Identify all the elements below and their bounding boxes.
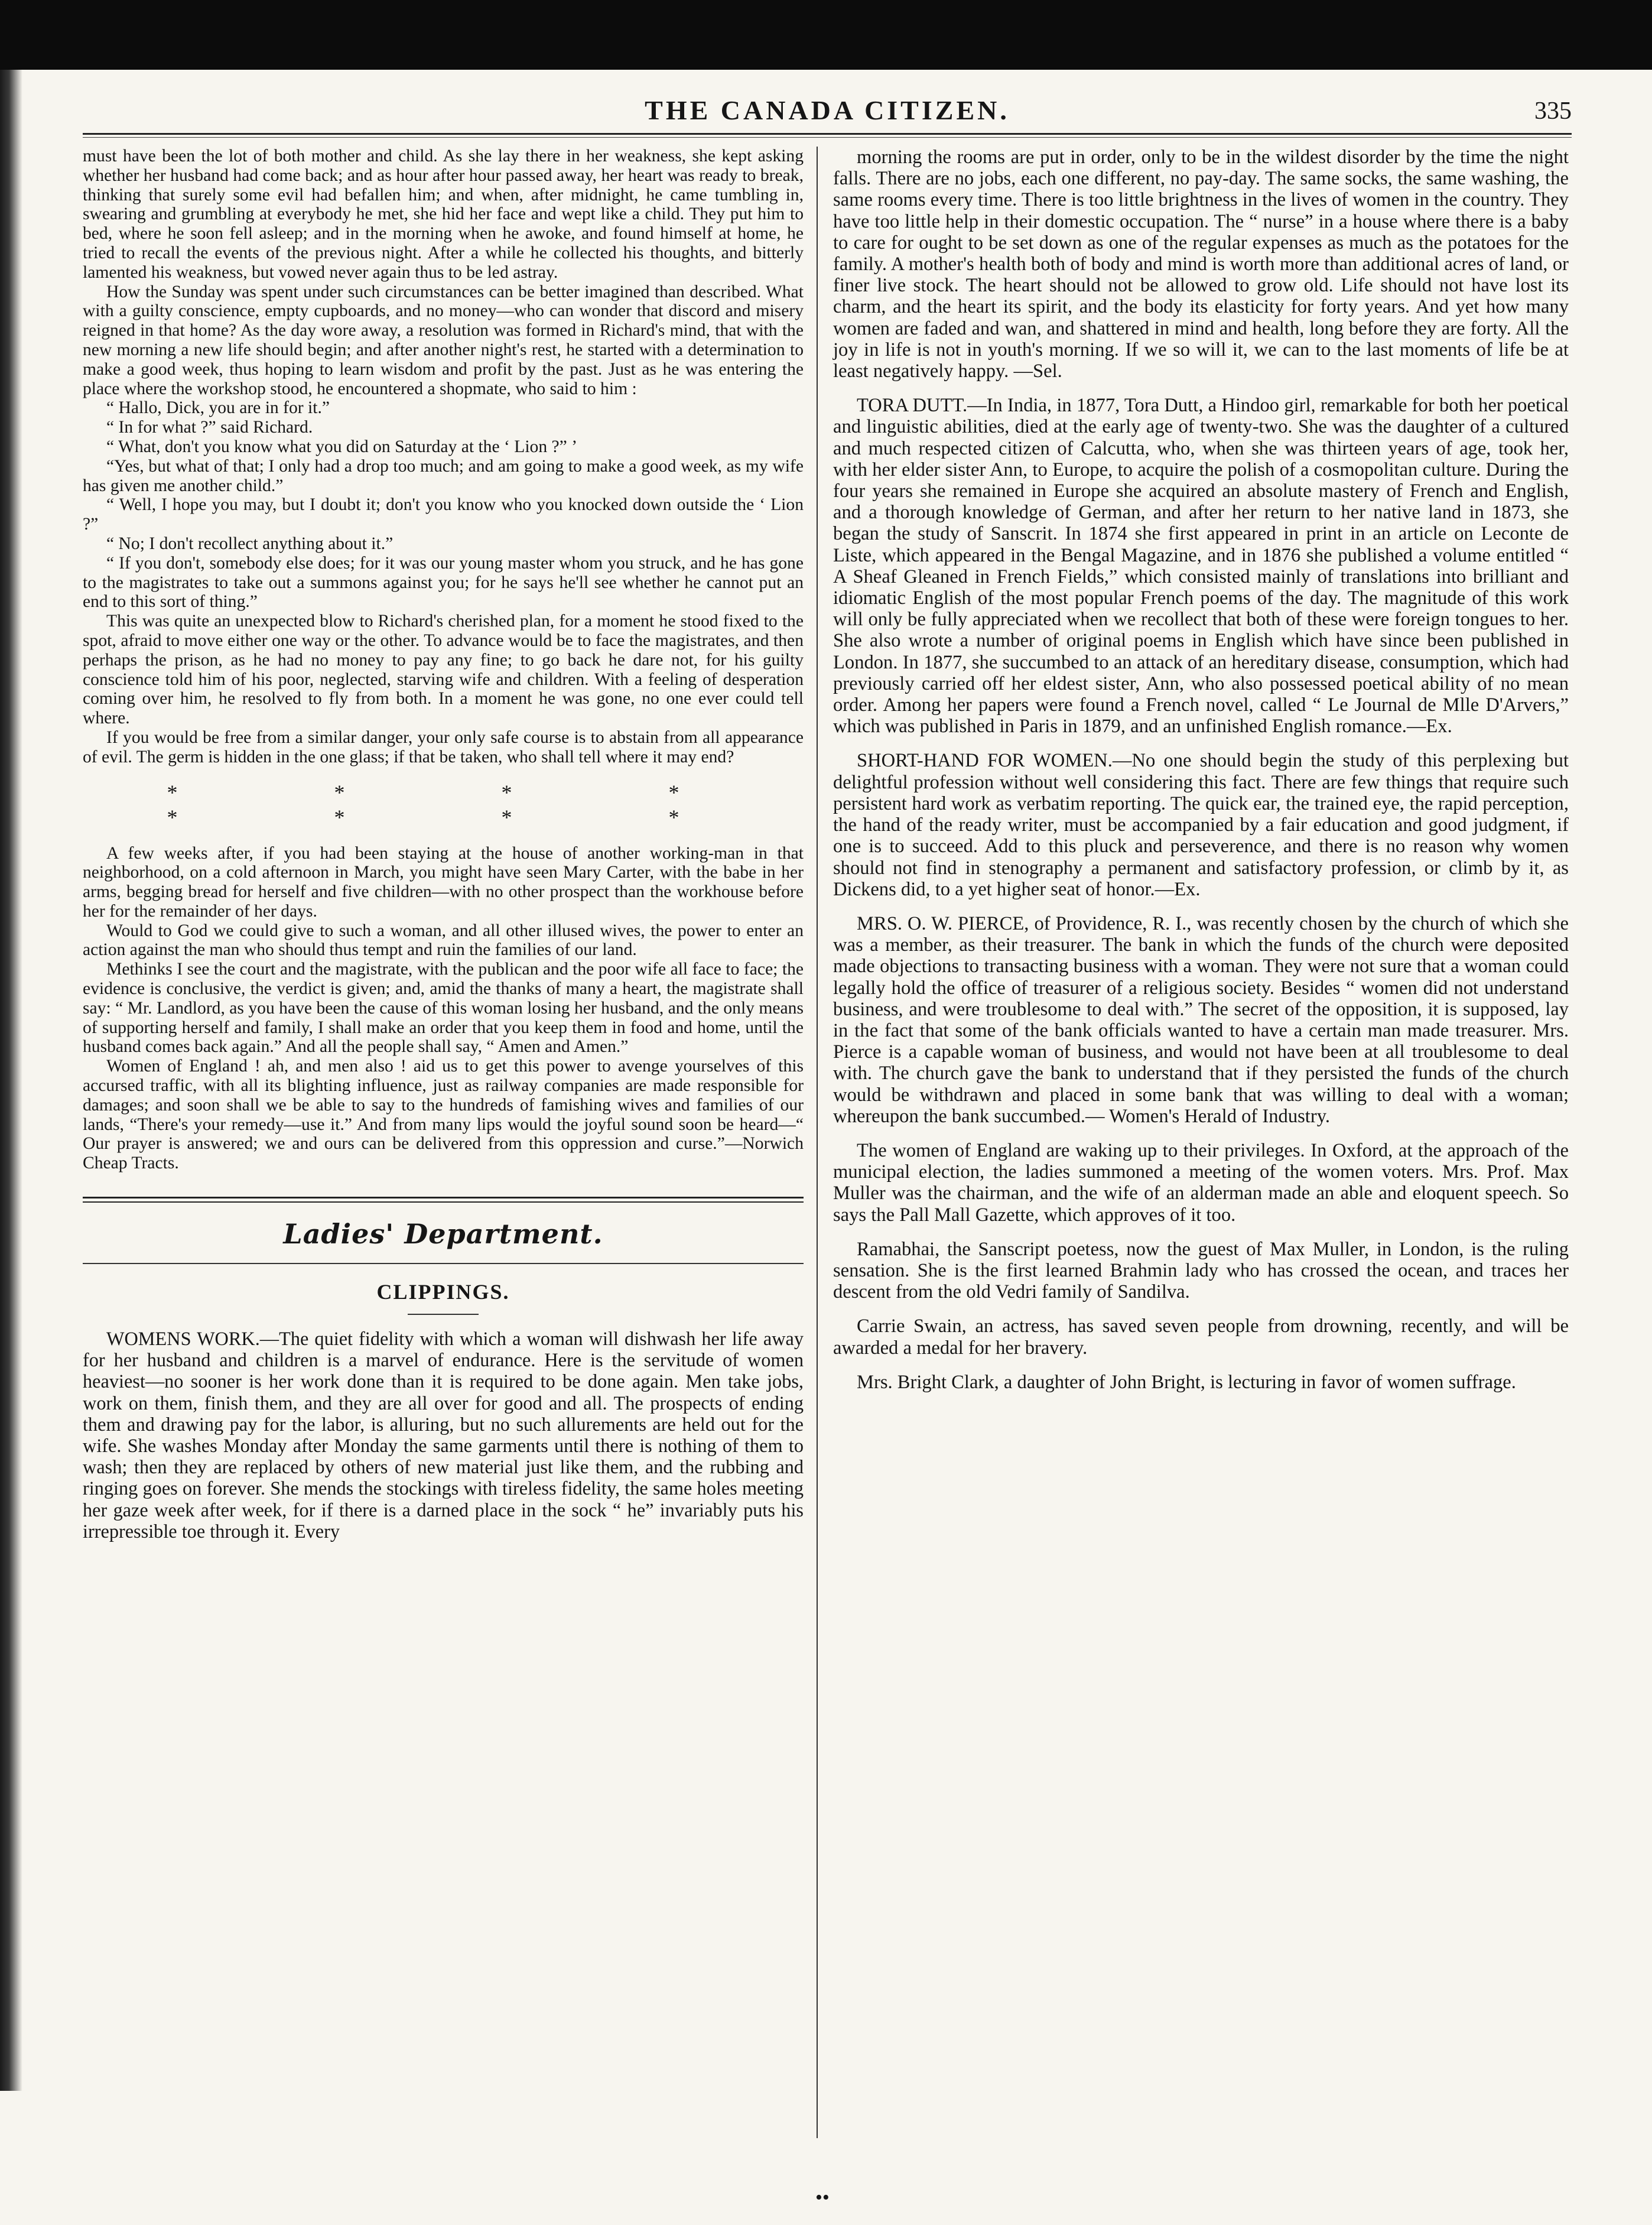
paragraph: If you would be free from a similar danger, your only safe course is to abstain from all appearance of evil. The germ is hidden in the one glass; if that be taken, who shall tell where it may end? [83,727,804,766]
clippings-rule [408,1314,479,1315]
paragraph: Women of England ! ah, and men also ! aid us to get this power to avenge yourselves of this accursed traffic, with all its blighting influence, just as railway companies are made responsible for damages; and soon shall we be able to say to the hundreds of famishing wives and families of our lands, “There's your remedy—use it.” And from many lips would the joyful sound soon be heard—“ Our prayer is answered; we and ours can be delivered from this oppression and curse.”—Norwich Cheap Tracts. [83,1057,804,1173]
paragraph: MRS. O. W. PIERCE, of Providence, R. I., was recently chosen by the church of which she was a member, as their treasurer. The bank in which the funds of the church were deposited made objections to transacting business with a woman. They were not sure that a woman could legally hold the office of treasurer of a religious society. Besides “ women did not understand business, and were troublesome to deal with.” The secret of the opposition, it is supposed, lay in the fact that some of the bank officials wanted to have a certain man made treasurer. Mrs. Pierce is a capable woman of business, and would not have been at all troublesome to deal with. The church gave the bank to understand that if they persisted the funds of the church would be withdrawn and placed in some bank that was willing to deal with a woman; whereupon the bank succumbed.— Women's Herald of Industry. [833,912,1569,1127]
paragraph: How the Sunday was spent under such circumstances can be better imagined than described. What with a guilty conscience, empty cupboards, and no money—who can wonder that discord and misery reigned in that home? As the day wore away, a resolution was formed in Richard's mind, that with the new morning a new life should begin; and after another night's rest, he started with a determination to make a good week, thus hoping to learn wisdom and profit by the past. Just as he was entering the place where the workshop stood, he encountered a shopmate, who said to him : [83,282,804,398]
scan-binding-edge [0,70,22,2091]
paragraph: “ If you don't, somebody else does; for it was our young master whom you struck, and he has gone to the magistrates to take out a summons against you; for he says he'll see whether he cannot put an end to this sort of thing.” [83,553,804,612]
paragraph: SHORT-HAND FOR WOMEN.—No one should begin the study of this perplexing but delightful profession without well considering this fact. There are few things that require such persistent hard work as verbatim reporting. The quick ear, the trained eye, the rapid perception, the hand of the ready writer, must be accompanied by a fair education and good judgment, if one is to succeed. Add to this pluck and perseverence, and there is no reason why women should not find in stenography a permanent and satisfactory profession, or climb by it, as Dickens did, to a yet higher seat of honor.—Ex. [833,750,1569,900]
story-part-2 [83,844,804,1174]
paragraph: The women of England are waking up to their privileges. In Oxford, at the approach of the municipal election, the ladies summoned a meeting of the women voters. Mrs. Prof. Max Muller was the chairman, and the wife of an alderman made an able and eloquent speech. So says the Pall Mall Gazette, which approves of it too. [833,1139,1569,1226]
paragraph: WOMENS WORK.—The quiet fidelity with which a woman will dishwash her life away for her husband and children is a marvel of endurance. Here is the servitude of women heaviest—no sooner is her work done than it is required to be done again. Men take jobs, work on them, finish them, and they are all over for good and all. The prospects of ending them and drawing pay for the labor, is alluring, but no such allurements are held out for the wife. She washes Monday after Monday the same garments until there is nothing of them to wash; then they are replaced by others of new material just like them, and the rubbing and ringing goes on forever. She mends the stockings with tireless fidelity, the same holes meeting her gaze week after week, for if there is a darned place in the sock “ he” invariably puts his irrepressible toe through it. Every [83,1328,804,1542]
clippings-heading: CLIPPINGS. [376,1280,510,1304]
paragraph: morning the rooms are put in order, only to be in the wildest disorder by the time the night falls. There are no jobs, each one different, no pay-day. The same socks, the same washing, the same rooms every time. There is too little brightness in the lives of women in the country. They have too little help in their domestic occupation. The “ nurse” in a house where there is a baby to care for ought to be set down as one of the regular expenses as much as the potatoes for the family. A mother's health both of body and mind is worth more than additional acres of land, or finer live stock. The heart should not be allowed to grow old. Life should not have lost its charm, and the heart its spirit, and the body its elasticity for forty years. And yet how many women are faded and wan, and shattered in mind and health, long before they are forty. All the joy in life is not in youth's morning. If we so will it, we can to the last moments of life be at least negatively happy. —Sel. [833,147,1569,382]
department-heading: Ladies' Department. [283,1218,603,1250]
section-double-rule [83,1197,804,1203]
paragraph: “Yes, but what of that; I only had a drop too much; and am going to make a good week, as my wife has given me another child.” [83,456,804,495]
paragraph: Ramabhai, the Sanscript poetess, now the guest of Max Muller, in London, is the ruling sensation. She is the first learned Brahmin lady who has crossed the ocean, and traces her descent from the old Vedri family of Sandilva. [833,1238,1569,1303]
paragraph: “ No; I don't recollect anything about it.” [106,534,394,553]
paragraph: A few weeks after, if you had been staying at the house of another working-man in that neighborhood, on a cold afternoon in March, you might have seen Mary Carter, with the babe in her arms, begging bread for herself and five children—with no other prospect than the workhouse before her for the remainder of her days. [83,843,804,921]
paragraph: “ In for what ?” said Richard. [106,418,313,437]
department-rule [83,1263,804,1264]
clippings-text [83,1328,804,1542]
header-rule [83,133,1572,138]
paragraph: Methinks I see the court and the magistrate, with the publican and the poor wife all face to face; the evidence is conclusive, the verdict is given; and, amid the thanks of many a heart, the magistrate shall say: “ Mr. Landlord, as you have been the cause of this woman losing her husband, and the only means of supporting herself and family, I shall make an order that you keep them in food and home, until the husband comes back again.” And all the people shall say, “ Amen and Amen.” [83,960,804,1057]
paragraph: Would to God we could give to such a woman, and all other illused wives, the power to enter an action against the man who should thus tempt and ruin the families of our land. [83,921,804,960]
paragraph: must have been the lot of both mother and child. As she lay there in her weakness, she kept asking whether her husband had come back; and as hour after hour passed away, her heart was ready to break, thinking that surely some evil had befallen him; and when, after midnight, he came tumbling in, swearing and grumbling at everybody he met, she hid her face and wept like a child. They put him to bed, where he soon fell asleep; and in the morning when he awoke, and found himself at home, he tried to recall the events of the previous night. After a while he collected his thoughts, and bitterly lamented his weakness, but vowed never again thus to be led astray. [83,147,804,282]
left-column [83,147,804,1542]
right-column [833,147,1569,1393]
paragraph: “ Well, I hope you may, but I doubt it; don't you know who you knocked down outside the ‘ Lion ?” [83,495,804,534]
section-break-asterisks: * * * * * * * * [167,780,755,829]
page-number: 335 [1534,98,1572,125]
paragraph: Carrie Swain, an actress, has saved seven people from drowning, recently, and will be awarded a medal for her bravery. [833,1315,1569,1359]
footer-mark: •• [815,2187,830,2208]
column-divider [817,147,818,2138]
page-header [83,95,1572,136]
masthead-title: THE CANADA CITIZEN. [645,95,1010,125]
story-part-1 [83,147,804,767]
paragraph: Mrs. Bright Clark, a daughter of John Bright, is lecturing in favor of women suffrage. [857,1371,1516,1393]
paragraph: This was quite an unexpected blow to Richard's cherished plan, for a moment he stood fixed to the spot, afraid to move either one way or the other. To advance would be to face the magistrates, and then perhaps the prison, as he had no money to pay any fine; to go back he dare not, for his guilty conscience told him of his poor, neglected, starving wife and children. With a feeling of desperation coming over him, he resolved to fly from both. In a moment he was gone, no one ever could tell where. [83,612,804,728]
paragraph: “ Hallo, Dick, you are in for it.” [106,398,330,418]
paragraph: TORA DUTT.—In India, in 1877, Tora Dutt, a Hindoo girl, remarkable for both her poetical and linguistic abilities, died at the early age of twenty-two. She was the daughter of a cultured and much respected citizen of Calcutta, who, when she was thirteen years of age, took her, with her elder sister Ann, to Europe, to acquire the polish of a cosmopolitan culture. During the four years she remained in Europe she acquired an absolute mastery of French and English, and a thorough knowledge of German, and after her return to her native land in 1873, she began the study of Sanscrit. In 1874 she first appeared in print in an article on Leconte de Liste, which appeared in the Bengal Magazine, and in 1876 she published a volume entitled “ A Sheaf Gleaned in French Fields,” which consisted mainly of translations into brilliant and idiomatic English of the most popular French poems of the day. The magnitude of this work will only be fully appreciated when we recollect that both of these were foreign tongues to her. She also wrote a number of original poems in English which have since been published in London. In 1877, she succumbed to an attack of an hereditary disease, consumption, which had previously carried off her eldest sister, Ann, who also possessed poetical ability of no mean order. Among her papers were found a French novel, called “ Le Journal de Mlle D'Arvers,” which was published in Paris in 1879, and an unfinished English romance.—Ex. [833,395,1569,738]
scan-top-border [0,0,1652,70]
paragraph: “ What, don't you know what you did on Saturday at the ‘ Lion ?” ’ [106,437,578,456]
